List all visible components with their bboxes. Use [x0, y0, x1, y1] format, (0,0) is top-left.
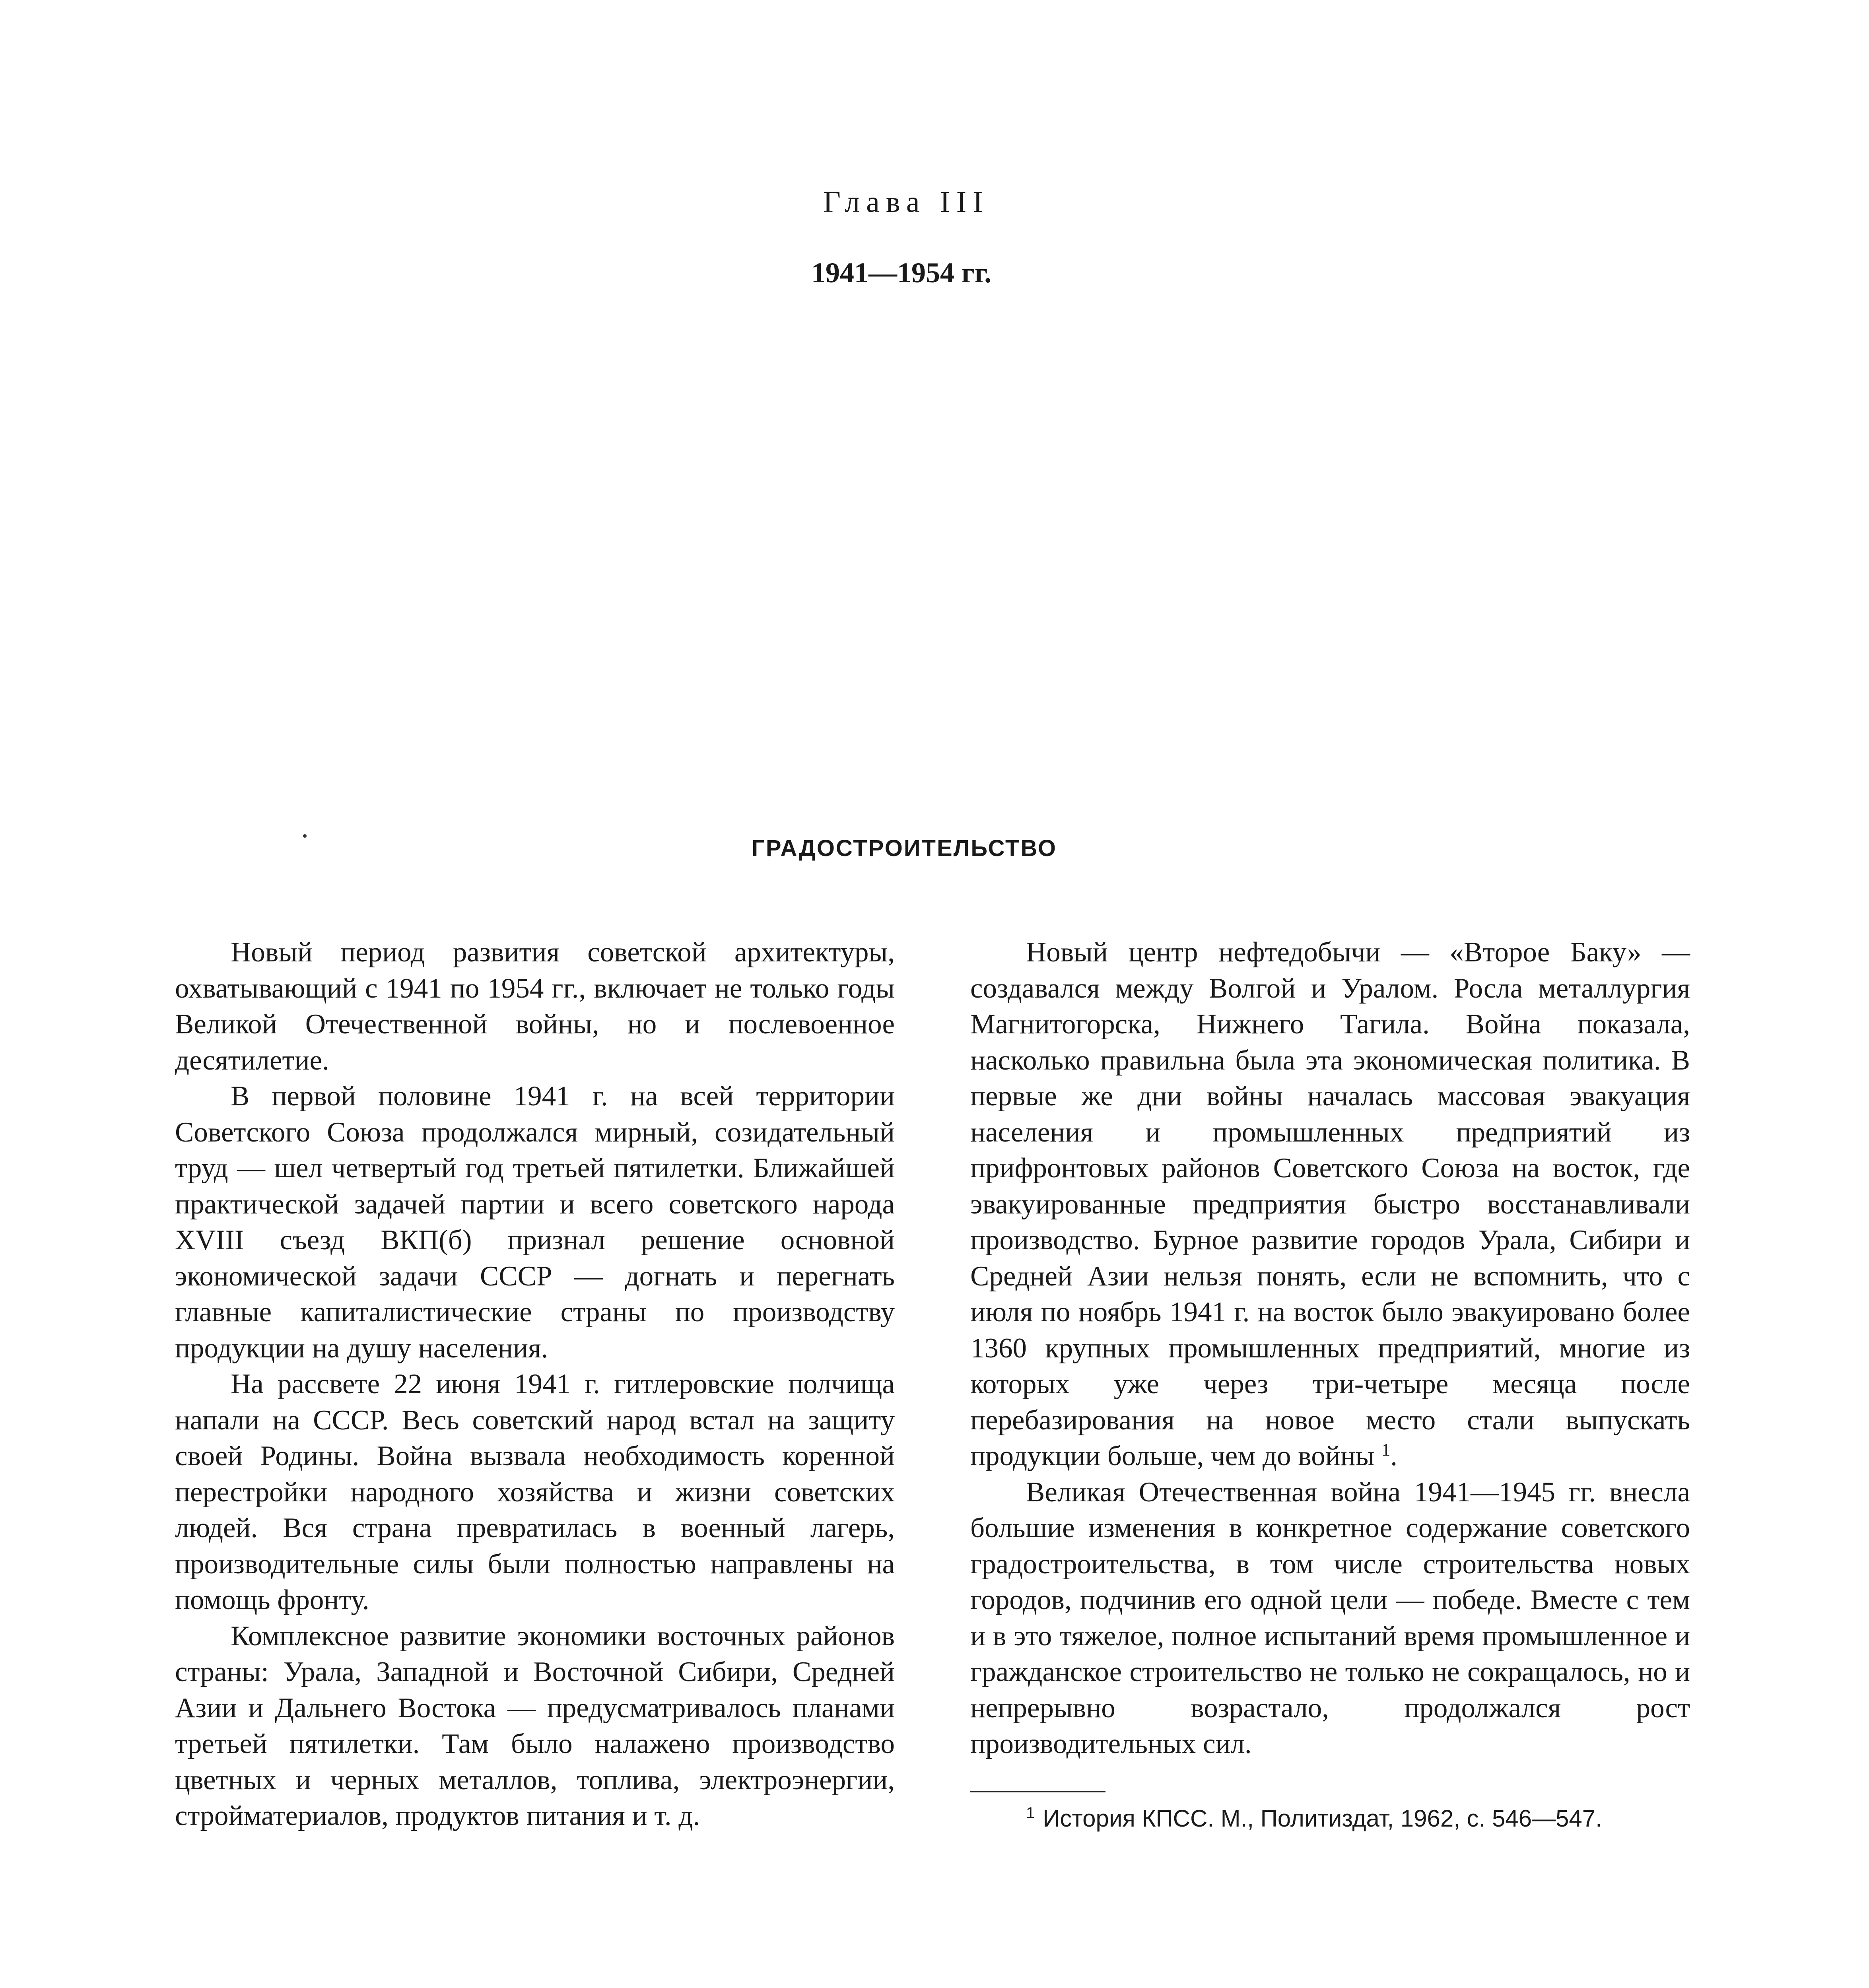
- left-paragraph-1: Новый период развития советской архитектуры, охватывающий с 1941 по 1954 гг., включает не только годы Великой Отечественной войны, но и послевоенное десятилетие.: [175, 937, 895, 1076]
- chapter-label: Глава III: [823, 185, 989, 219]
- right-paragraph-2: Великая Отечественная война 1941—1945 гг. внесла большие изменения в конкретное содержание советского градостроительства, в том числе строительства новых городов, подчинив его одной цели — победе. Вместе с тем и в это тяжелое, полное испытаний время промышленное и гражданское строительство не только не сокращалось, но и непрерывно возрастало, продолжался рост производительных сил.: [970, 1476, 1690, 1759]
- footnote-text: История КПСС. М., Политиздат, 1962, с. 546—547.: [1043, 1805, 1602, 1832]
- chapter-years: 1941—1954 гг.: [811, 257, 992, 289]
- left-column: [175, 934, 895, 1834]
- right-paragraph-1: [970, 934, 1690, 1474]
- section-title: ГРАДОСТРОИТЕЛЬСТВО: [752, 835, 1057, 861]
- left-paragraph-4: Комплексное развитие экономики восточных районов страны: Урала, Западной и Восточной Сибири, Средней Азии и Дальнего Востока — предусматривалось планами третьей пятилетки. Там было налажено производство цветных и черных металлов, топлива, электроэнергии, стройматериалов, продуктов питания и т. д.: [175, 1620, 895, 1831]
- right-paragraph-1-end: .: [1390, 1441, 1397, 1472]
- footnote-number: 1: [1026, 1804, 1035, 1822]
- right-column: [970, 934, 1690, 1835]
- right-paragraph-1-text: Новый центр нефтедобычи — «Второе Баку» — создавался между Волгой и Уралом. Росла металлургия Магнитогорска, Нижнего Тагила. Война показала, насколько правильна была эта экономическая политика. В первые же дни войны началась массовая эвакуация населения и промышленных предприятий из прифронтовых районов Советского Союза на восток, где эвакуированные предприятия быстро восстанавливали производство. Бурное развитие городов Урала, Сибири и Средней Азии нельзя понять, если не вспомнить, что с июля по ноябрь 1941 г. на восток было эвакуировано более 1360 крупных промышленных предприятий, многие из которых уже через три-четыре месяца после перебазирования на новое место стали выпускать продукции больше, чем до войны: [970, 937, 1690, 1472]
- left-paragraph-3: На рассвете 22 июня 1941 г. гитлеровские полчища напали на СССР. Весь советский народ встал на защиту своей Родины. Война вызвала необходимость коренной перестройки народного хозяйства и жизни советских людей. Вся страна превратилась в военный лагерь, производительные силы были полностью направлены на помощь фронту.: [175, 1369, 895, 1615]
- footnote-reference[interactable]: 1: [1381, 1440, 1391, 1460]
- stray-dot: [303, 834, 307, 838]
- left-paragraph-2: В первой половине 1941 г. на всей территории Советского Союза продолжался мирный, созидательный труд — шел четвертый год третьей пятилетки. Ближайшей практической задачей партии и всего советского народа XVIII съезд ВКП(б) признал решение основной экономической задачи СССР — догнать и перегнать главные капиталистические страны по производству продукции на душу населения.: [175, 1081, 895, 1364]
- footnote: [970, 1803, 1690, 1835]
- footnote-divider: [970, 1791, 1105, 1792]
